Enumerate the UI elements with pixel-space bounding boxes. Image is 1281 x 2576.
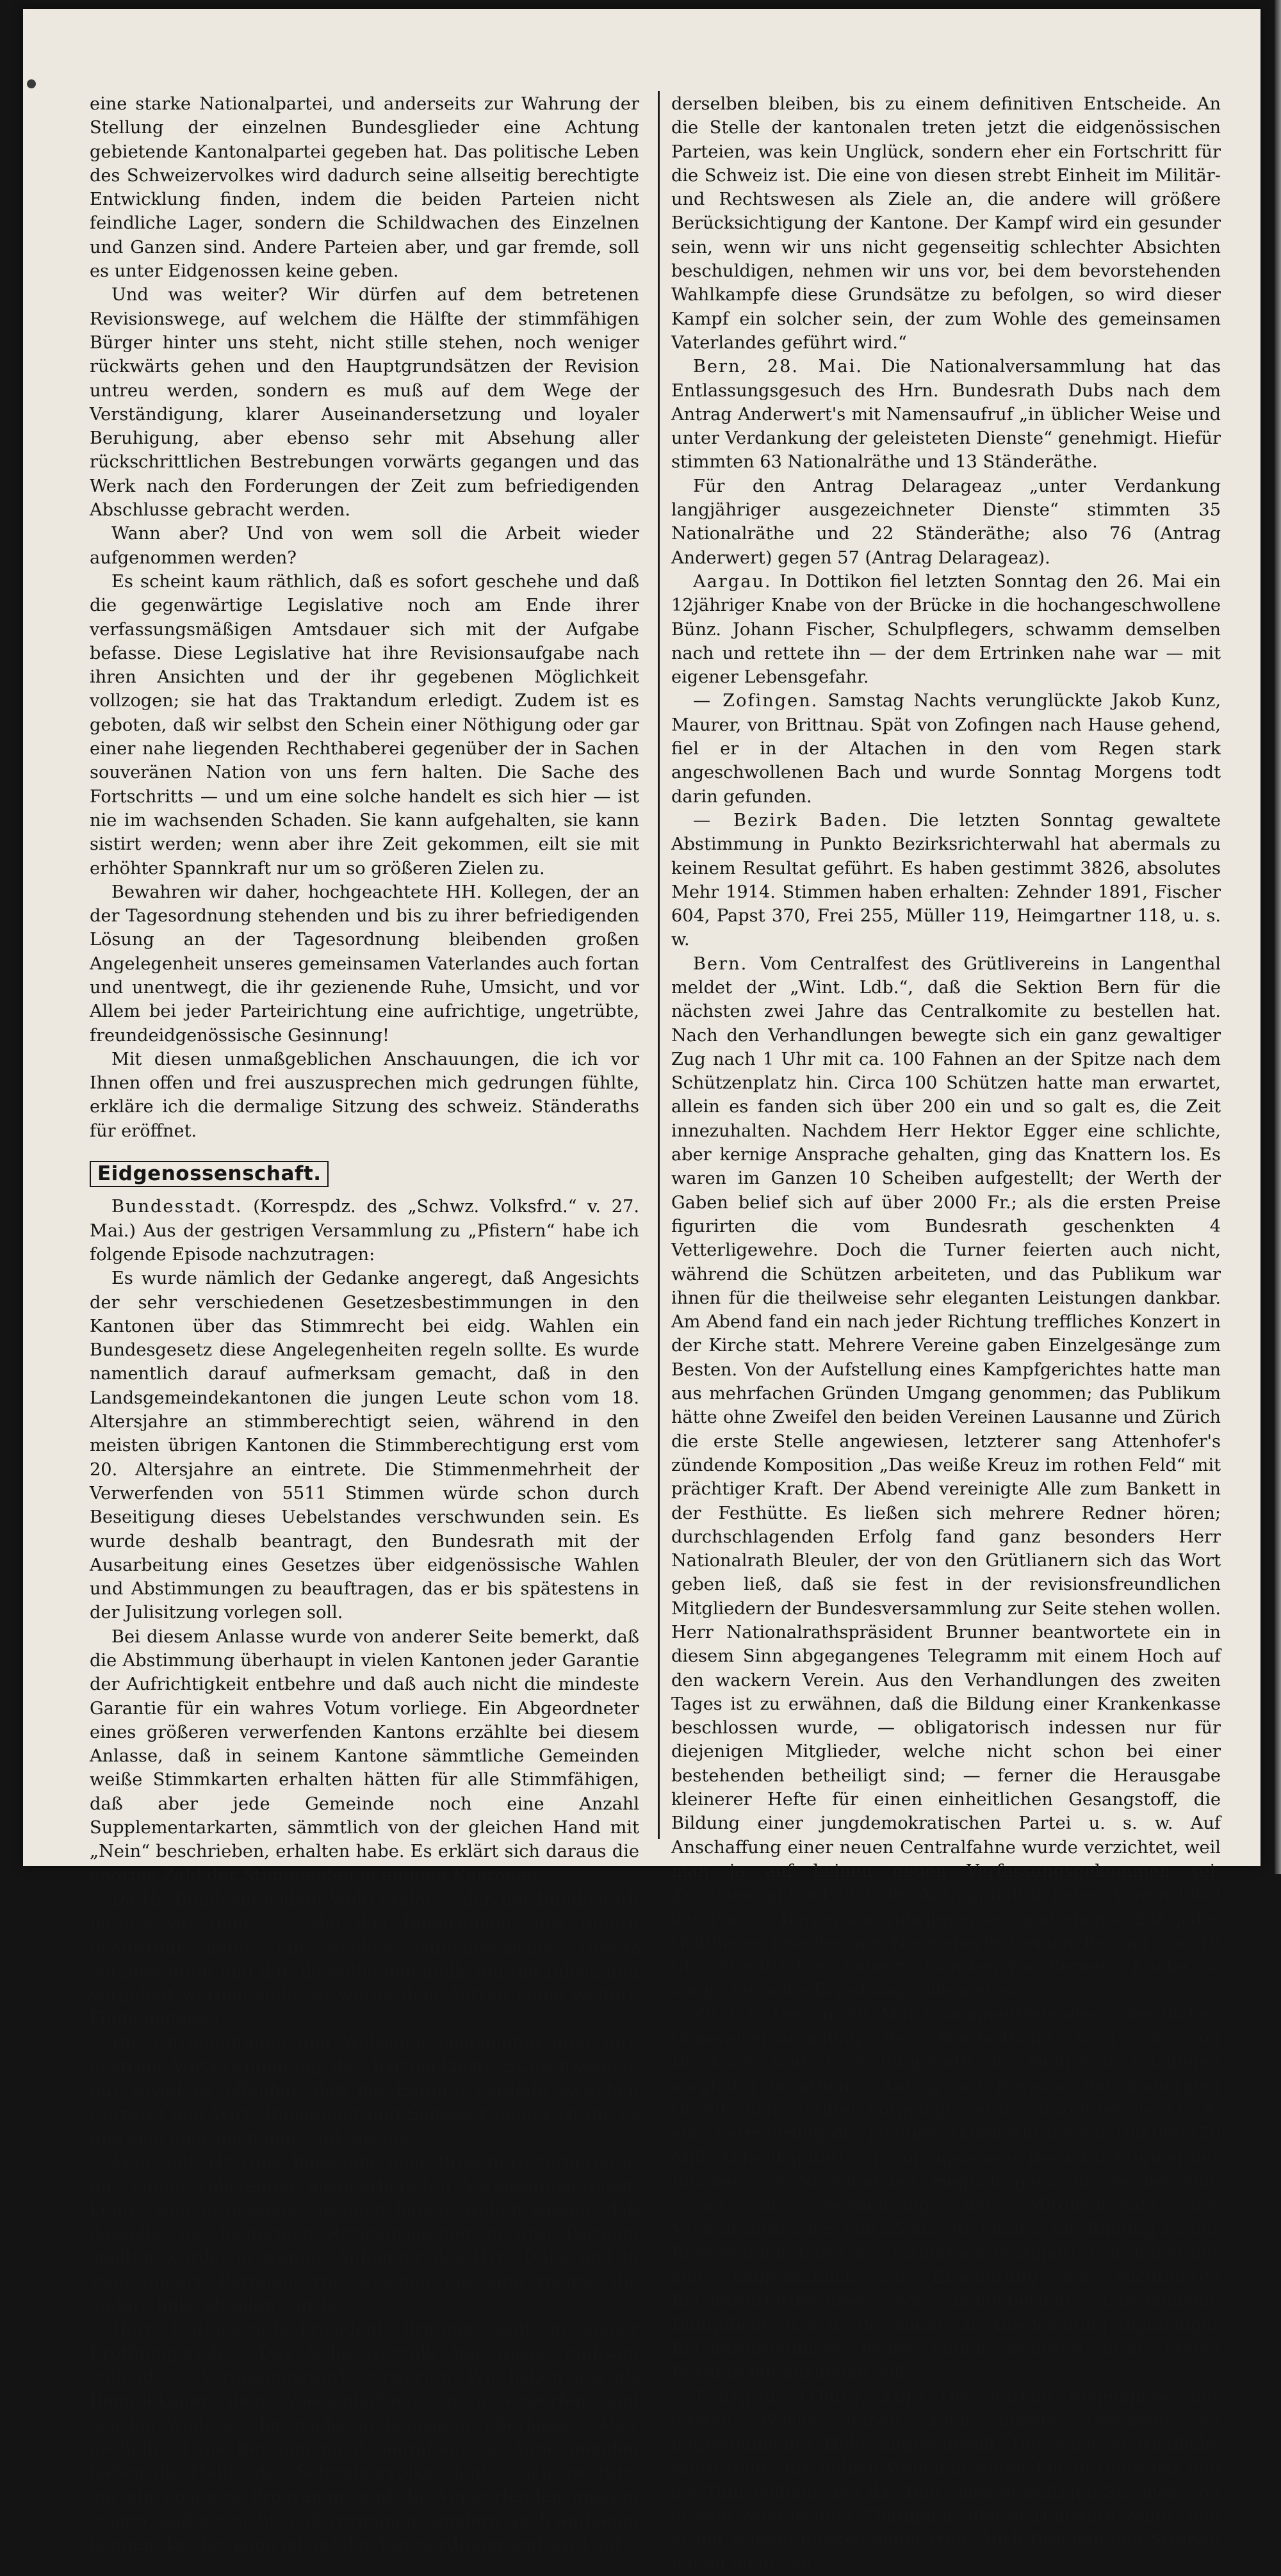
right-paragraph-4-text: In Dottikon fiel letzten Sonntag den 26. Mai ein 12jähriger Knabe von der Brücke in die hochangeschwollene Bünz. Johann Fischer, Schulpflegers, schwamm demselben nach und rettete ihn — der dem Ertrinken nahe war — mit eigener Lebensgefahr. bbox=[671, 571, 1221, 688]
right-paragraph-9 bbox=[671, 2385, 1221, 2576]
right-paragraph-6-text: Die letzten Sonntag gewaltete Abstimmung in Punkto Bezirksrichterwahl hat abermals zu keinem Resultat geführt. Es haben gestimmt 3826, absolutes Mehr 1914. Stimmen haben erhalten: Zehnder 1891, Fischer 604, Papst 370, Frei 255, Müller 119, Heimgartner 118, u. s. w. bbox=[671, 810, 1221, 950]
right-paragraph-2-text: Die Nationalversammlung hat das Entlassungsgesuch des Hrn. Bundesrath Dubs nach dem Antrag Anderwert's mit Namensaufruf „in üblicher Weise und unter Verdankung der geleisteten Dienste“ genehmigt. Hiefür stimmten 63 Nationalräthe und 13 Ständeräthe. bbox=[671, 357, 1221, 473]
left-paragraph-13: Herr Nationalraths-Präsident Brunner sagt in seiner Eröffnungsrede: „Das Schweizervolk hat unser mühsam vollendetes Verfassungswerk verworfen. Wir haben uns als Republikaner dem Volksentscheid zu unterwerfen und werden Weiteres der nächsten Legislatur überlassen. Aber deshalb ist die Revision nicht begraben; die Annehmenden haben die Hälfte des Schweizervolkes hinter sich, gestützt auf ein positives Programm, und die Verwerfenden müssen zeigen, daß sie nicht bloß verneinen, sondern auch aufbauen können. Die Revision ist auf der Tagesordnung und wird auf bbox=[90, 2319, 639, 2554]
dispatch-place-baden: — Bezirk Baden. bbox=[693, 810, 889, 830]
left-paragraph-8: Es wurde nämlich der Gedanke angeregt, daß Angesichts der sehr verschiedenen Gesetzesbestimmungen in den Kantonen über das Stimmrecht bei eidg. Wahlen ein Bundesgesetz diese Angelegenheiten regeln sollte. Es wurde namentlich darauf aufmerksam gemacht, daß in den Landsgemeindekantonen die jungen Leute schon vom 18. Altersjahre an stimmberechtigt seien, während in den meisten übrigen Kantonen die Stimmberechtigung erst vom 20. Altersjahre an eintrete. Die Stimmenmehrheit der Verwerfenden von 5511 Stimmen würde schon durch Beseitigung dieses Uebelstandes verschwunden sein. Es wurde deshalb beantragt, den Bundesrath mit der Ausarbeitung eines Gesetzes über eidgenössische Wahlen und Abstimmungen zu beauftragen, das er bis spätestens in der Julisitzung vorlegen soll. bbox=[90, 1268, 639, 1623]
left-paragraph-3: Wann aber? Und von wem soll die Arbeit wieder aufgenommen werden? bbox=[90, 524, 639, 568]
column-left bbox=[90, 92, 639, 2554]
right-paragraph-7-text: Vom Centralfest des Grütlivereins in Langenthal meldet der „Wint. Ldb.“, daß die Sektion Bern für die nächsten zwei Jahre das Centralkomite zu bestellen hat. Nach den Verhandlungen bewegte sich ein ganz gewaltiger Zug nach 1 Uhr mit ca. 100 Fahnen an der Spitze nach dem Schützenplatz hin. Circa 100 Schützen hatte man erwartet, allein es fanden sich über 200 ein und so galt es, die Zeit innezuhalten. Nachdem Herr Hektor Egger eine schlichte, aber kernige Ansprache gehalten, ging das Knattern los. Es waren im Ganzen 10 Scheiben aufgestellt; der Werth der Gaben belief sich auf über 2000 Fr.; als die ersten Preise figurirten die vom Bundesrath geschenkten 4 Vetterligewehre. Doch die Turner feierten auch nicht, während die Schützen arbeiteten, und das Publikum war ihnen für die theilweise sehr eleganten Leistungen dankbar. Am Abend fand ein nach jeder Richtung treffliches Konzert in der Kirche statt. Mehrere Vereine gaben Einzelgesänge zum Besten. Von der Aufstellung eines Kampfgerichtes hatte man aus mehrfachen Gründen Umgang genommen; das Publikum hätte ohne Zweifel den beiden Vereinen Lausanne und Zürich die erste Stelle angewiesen, letzterer sang Attenhofer's zündende Komposition „Das weiße Kreuz im rothen Feld“ mit prächtiger Kraft. Der Abend vereinigte Alle zum Bankett in der Festhütte. Es ließen sich mehrere Redner hören; durchschlagenden Erfolg fand ganz besonders Herr Nationalrath Bleuler, der von den Grütlianern sich das Wort geben ließ, daß sie fest in der revisionsfreundlichen Mitgliedern der Bundesversammlung zur Seite stehen wollen. Herr Nationalrathspräsident Brunner beantwortete ein in diesem Sinn abgegangenes Telegramm mit einem Hoch auf den wackern Verein. Aus den Verhandlungen des zweiten Tages ist zu erwähnen, daß die Bildung einer Krankenkasse beschlossen wurde, — obligatorisch indessen nur für diejenigen Mitglieder, welche nicht schon bei einer bestehenden betheiligt sind; — ferner die Herausgabe kleinerer Hefte für einen einheitlichen Gesangstoff, die Bildung einer jungdemokratischen Partei u. s. w. Auf Anschaffung einer neuen Centralfahne wurde verzichtet, weil man ja auf keinen neuen Verfassungsgekommen sei. Zustimmung fand auch der Antrag, daß in jedem Vereinslokal das Porträt Berner's anzubringen sei, und ebenso daß jeder Grütlianer jeweilen am Novemberfest einen Beitrag von 10 Cts. zu entrichten habe zu Gunsten von Berner's Knabe, so lange, bis seine Erziehung vollendet ist. bbox=[671, 953, 1221, 2001]
right-paragraph-5 bbox=[671, 689, 1221, 808]
left-paragraph-6: Mit diesen unmaßgeblichen Anschauungen, die ich vor Ihnen offen und frei auszusprechen mich gedrungen fühlte, erkläre ich die dermalige Sitzung des schweiz. Ständeraths für eröffnet. bbox=[90, 1049, 639, 1141]
right-paragraph-4 bbox=[671, 570, 1221, 689]
right-paragraph-6 bbox=[671, 809, 1221, 952]
right-paragraph-7 bbox=[671, 952, 1221, 2003]
dispatch-place-zuerich: Zürich. bbox=[693, 2004, 766, 2025]
dispatch-place-bern: Bern, 28. Mai. bbox=[693, 357, 863, 377]
section-heading-wrap bbox=[90, 1147, 639, 1190]
left-paragraph-7-text: (Korrespdz. des „Schwz. Volksfrd.“ v. 27. Mai.) Aus der gestrigen Versammlung zu „Pfistern“ habe ich folgende Episode nachzutragen: bbox=[90, 1197, 639, 1265]
scan-edge bbox=[1275, 0, 1281, 1874]
dispatch-place-zofingen: — Zofingen. bbox=[693, 691, 819, 711]
left-paragraph-2: Und was weiter? Wir dürfen auf dem betretenen Revisionswege, auf welchem die Hälfte der stimmfähigen Bürger hinter uns steht, nicht stille stehen, noch weniger rückwärts gehen und den Hauptgrundsätzen der Revision untreu werden, sondern es muß auf dem Wege der Verständigung, klarer Auseinandersetzung und loyaler Beruhigung, aber ebenso sehr mit Absehung aller rückschrittlichen Bestrebungen vorwärts gegangen und das Werk nach den Forderungen der Zeit zum befriedigenden Abschlusse gebracht werden. bbox=[90, 285, 639, 521]
right-paragraph-9-text: (Thurg. Ztg.) Die starken Regengüsse der letzten Woche haben auch unsere Gewässer zu ungewöhnlicher Höhe angeschwellt. Die sonst so friedliche Murg rollte ihre gelben Wellen in wilder Flucht thalwärts und die Thur vollends bot das Bild eines gewaltigen Stromes, von dessen zerstörender Thätigkeit allerlei Hausrath zeugt, den er auf seinem Rücken daher trug. Auch Brücken und Straßen haben manchen bbox=[671, 2386, 1221, 2574]
right-paragraph-2 bbox=[671, 355, 1221, 474]
newspaper-page bbox=[23, 9, 1261, 2574]
scan-mark bbox=[27, 79, 36, 88]
left-paragraph-5: Bewahren wir daher, hochgeachtete HH. Kollegen, der an der Tagesordnung stehenden und bis zu ihrer befriedigenden Lösung an der Tagesordnung bleibenden großen Angelegenheit unseres gemeinsamen Vaterlandes auch fortan und unentwegt, die ihr gezienende Ruhe, Umsicht, und vor Allem bei jeder Parteirichtung eine aufrichtige, ungetrübte, freundeidgenössische Gesinnung! bbox=[90, 882, 639, 1046]
right-paragraph-1: derselben bleiben, bis zu einem definitiven Entscheide. An die Stelle der kantonalen treten jetzt die eidgenössischen Parteien, was kein Unglück, sondern eher ein Fortschritt für die Schweiz ist. Die eine von diesen strebt Einheit im Militär- und Rechtswesen als Ziele an, die andere will größere Berücksichtigung der Kantone. Der Kampf wird ein gesunder sein, wenn wir uns nicht gegenseitig schlechter Absichten beschuldigen, nehmen wir uns vor, bei dem bevorstehenden Wahlkampfe diese Grundsätze zu befolgen, so wird dieser Kampf ein solcher sein, der zum Wohle des gemeinsamen Vaterlandes geführt wird.“ bbox=[671, 94, 1221, 353]
column-rule bbox=[658, 91, 660, 1839]
right-paragraph-3: Für den Antrag Delarageaz „unter Verdankung langjähriger ausgezeichneter Dienste“ stimmten 35 Nationalräthe und 22 Ständeräthe; also 76 (Antrag Anderwert) gegen 57 (Antrag Delarageaz). bbox=[671, 476, 1221, 568]
dispatch-place-aargau: Aargau. bbox=[693, 571, 772, 592]
left-paragraph-12: Man sagt, Hr. Dubs habe eine neue Broschüre vorbereitet, mit einem vollständig ausgearbeiteten Verfassungsprojekt. Leute, welche dasselbe gesehen haben, wollen wissen, daß dasselbe die bisherigen Revisionsgegner in drei Parteien spalten würde: in wenige Anhänger des Hrn. Dubs und in zwei andere Parteien, von welchen die eine rechts, die andere links abfallen würde. bbox=[90, 2152, 639, 2316]
dispatch-place: Bundesstadt. bbox=[111, 1197, 243, 1217]
right-paragraph-8-text: Der am 30. Mai zusammentretenden ordentlichen Generalversammlung der Nordostbahn wird ein von Direktion und Verwaltungsrath in mehreren Sitzungen sorgfältig berathener Antrag auf Revision der bisherigen Gesellschaftsstatuten vorgelegt werden, durch welchen u. A. eine Vermehrung der jetzigen Aktienzahl bis auf 100,000 (50 Mill. Aktienkapital), mit vorzugsweiser Berücksichtigung der Inhaber von Stammaktien möglich gemacht werden soll, ferner die Vermehrung der Mitgliederzahl des Verwaltungsrathes von 25 auf 30, endlich die Bildung zweier Reservefonds (statt des bisherigen einzigen), von denen der eine hauptsächlich zur Erneuerung der wichtigeren Betriebserfordernisse, wie Bahnoberbau, Lokomotiven, Dampfboote u. s. w., der andere zu Ausgleichung ungünstiger Betriebsergebnisse neuer Linien während ihrer ersten Betriebszeit aushelfen soll. bbox=[671, 2004, 1221, 2383]
dispatch-place-thurgau: Thurgau. bbox=[693, 2386, 784, 2407]
right-paragraph-8 bbox=[671, 2003, 1221, 2385]
left-paragraph-4: Es scheint kaum räthlich, daß es sofort geschehe und daß die gegenwärtige Legislative noch am Ende ihrer verfassungsmäßigen Amtsdauer sich mit der Aufgabe befasse. Diese Legislative hat ihre Revisionsaufgabe nach ihren Ansichten und der ihr gegebenen Möglichkeit vollzogen; sie hat das Traktandum erledigt. Zudem ist es geboten, daß wir selbst den Schein einer Nöthigung oder gar einer nahe liegenden Rechthaberei gegenüber der in Sachen souveränen Nation von uns fern halten. Die Sache des Fortschritts — und um eine solche handelt es sich hier — ist nie im wachsenden Schaden. Sie kann aufgehalten, sie kann sistirt werden; wenn aber ihre Zeit gekommen, eilt sie mit erhöhter Spannkraft nur um so größeren Zielen zu. bbox=[90, 571, 639, 879]
column-right bbox=[671, 92, 1221, 2574]
dispatch-place-bern-2: Bern. bbox=[693, 953, 748, 974]
left-paragraph-10: Da Hr. Bundespräsident Welti erklärte, daß der Bundesrath bereits vor dem 12. Mai das Departement des Innern beauftragt habe, ein solches eidgenössisches Gesetz vorzubereiten und daß dasselbe jedenfalls auf die Julisitzung vorgelegt werden solle, so wurde dem Antrag keine weitere Folge gegeben. bbox=[90, 1889, 639, 2029]
left-paragraph-7 bbox=[90, 1195, 639, 1267]
left-paragraph-1: eine starke Nationalpartei, und anderseits zur Wahrung der Stellung der einzelnen Bundesglieder eine Achtung gebietende Kantonalpartei gegeben hat. Das politische Leben des Schweizervolkes wird dadurch seine allseitig berechtigte Entwicklung finden, indem die beiden Parteien nicht feindliche Lager, sondern die Schildwachen des Einzelnen und Ganzen sind. Andere Parteien aber, und gar fremde, soll es unter Eidgenossen keine geben. bbox=[90, 94, 639, 282]
left-paragraph-11: Die Ultramontanen und Welschen beobachten über ihre gestrige Vorversammlung das hartnäckigste Stillschweigen; nur soviel ist offenbar, daß die Entente cordiale zwischen Carteret und Wirz, Ruchonnet und Segesser immer ist die es und sich eher noch befestigt, als löst. bbox=[90, 2032, 639, 2148]
section-heading: Eidgenossenschaft. bbox=[90, 1161, 329, 1187]
left-paragraph-9: Bei diesem Anlasse wurde von anderer Seite bemerkt, daß die Abstimmung überhaupt in vielen Kantonen jeder Garantie der Aufrichtigkeit entbehre und daß auch nicht die mindeste Garantie für ein wahres Votum vorliege. Ein Abgeordneter eines größeren verwerfenden Kantons erzählte bei diesem Anlasse, daß in seinem Kantone sämmtliche Gemeinden weiße Stimmkarten erhalten hätten für alle Stimmfähigen, daß aber jede Gemeinde noch eine Anzahl Supplementarkarten, sämmtlich von der gleichen Hand mit „Nein“ beschrieben, erhalten habe. Es erklärt sich daraus die enorme Zahl der Stimmenden in einigen Kantonen. bbox=[90, 1626, 639, 1886]
right-paragraph-5-text: Samstag Nachts verunglückte Jakob Kunz, Maurer, von Brittnau. Spät von Zofingen nach Hause gehend, fiel er in der Altachen in den vom Regen stark angeschwollenen Bach und wurde Sonntag Morgens todt darin gefunden. bbox=[671, 691, 1221, 807]
